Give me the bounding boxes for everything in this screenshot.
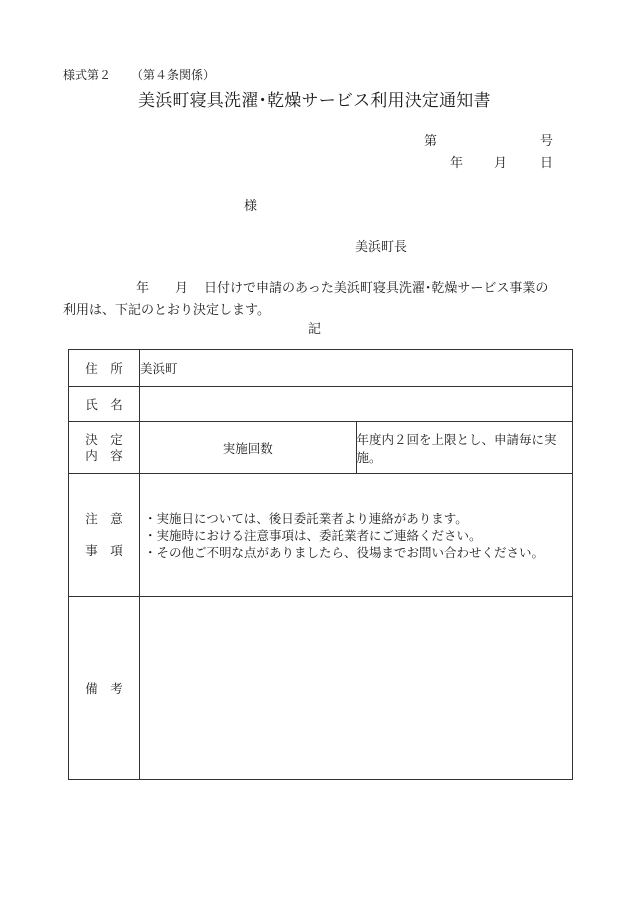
notes-item: ・実施日については、後日委託業者より連絡があります。 [144, 510, 468, 526]
name-label: 氏 名 [85, 397, 123, 412]
implementation-count-value: 年度内２回を上限とし、申請毎に実施。 [356, 422, 573, 474]
remarks-label-cell [69, 597, 140, 780]
document-number-suffix: 号 [540, 134, 554, 149]
form-label: 様式第２ [63, 68, 112, 82]
notes-cell [140, 474, 573, 597]
date-year-label: 年 [450, 156, 464, 171]
article-reference: （第４条関係） [131, 68, 216, 82]
notes-label-line2: 事 項 [85, 543, 123, 558]
remarks-label: 備 考 [85, 681, 123, 696]
name-value [140, 387, 573, 422]
notes-label-cell [69, 474, 140, 597]
address-label-cell [69, 350, 140, 387]
notes-label-line1: 注 意 [85, 511, 123, 526]
notes-item: ・実施時における注意事項は、委託業者にご連絡ください。 [144, 527, 482, 543]
decision-row [69, 422, 573, 474]
form-number-label [63, 66, 215, 83]
document-number-prefix: 第 [424, 134, 438, 149]
remarks-value [140, 597, 573, 780]
address-row [69, 350, 573, 387]
address-value: 美浜町 [140, 350, 573, 387]
notes-row [69, 474, 573, 597]
decision-table [68, 349, 573, 780]
decision-label-line2: 内 容 [85, 447, 123, 463]
recipient-honorific: 様 [244, 199, 258, 214]
name-label-cell [69, 387, 140, 422]
decision-label-line1: 決 定 [85, 431, 123, 447]
name-row [69, 387, 573, 422]
issuer-name: 美浜町長 [355, 240, 408, 255]
ki-heading: 記 [308, 322, 322, 337]
notes-item: ・その他ご不明な点がありましたら、役場までお問い合わせください。 [144, 544, 545, 560]
body-month-label: 月 [175, 281, 189, 296]
body-year-label: 年 [136, 281, 150, 296]
address-label: 住 所 [85, 361, 123, 376]
date-month-label: 月 [494, 156, 508, 171]
decision-label-cell [69, 422, 140, 474]
body-text-line1: 日付けで申請のあった美浜町寝具洗濯･乾燥サービス事業の [204, 281, 549, 296]
document-title: 美浜町寝具洗濯･乾燥サービス利用決定通知書 [138, 91, 491, 111]
implementation-count-label: 実施回数 [140, 422, 357, 474]
remarks-row [69, 597, 573, 780]
body-text-line2: 利用は、下記のとおり決定します。 [63, 303, 270, 318]
date-day-label: 日 [540, 156, 554, 171]
